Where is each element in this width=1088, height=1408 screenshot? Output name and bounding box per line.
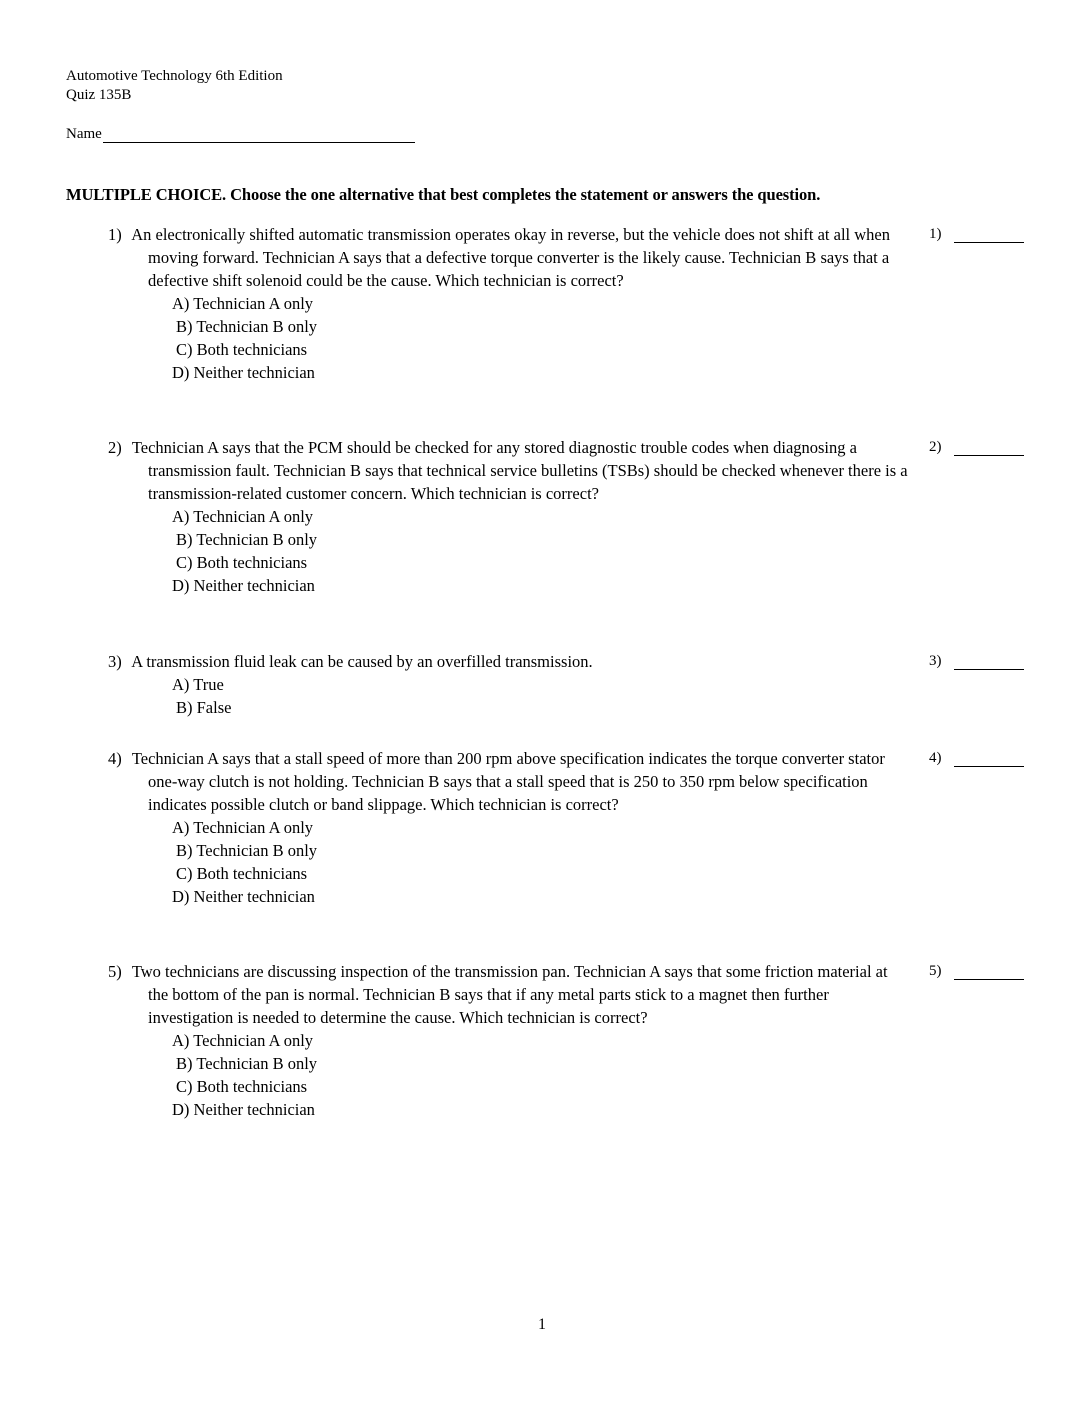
options-list <box>172 816 908 908</box>
option-b[interactable]: B) Technician B only <box>176 841 318 860</box>
answer-number: 5) <box>929 963 942 979</box>
option-d[interactable]: D) Neither technician <box>172 887 315 906</box>
question-stem: 2) Technician A says that the PCM should be checked for any stored diagnostic trouble codes when diagnosing a transmission fault. Technician B says that technical service bulletins (TSBs) should be checked whenever there is a transmission-related customer concern. Which technician is correct? <box>108 438 908 503</box>
answer-number: 1) <box>929 226 942 242</box>
question-text: A transmission fluid leak can be caused by an overfilled transmission. <box>131 652 593 671</box>
question-1 <box>108 223 908 384</box>
answer-number: 4) <box>929 750 942 766</box>
option-b[interactable]: B) Technician B only <box>176 1054 318 1073</box>
options-list <box>172 292 908 384</box>
option-c[interactable]: C) Both technicians <box>176 864 308 883</box>
name-field <box>66 125 415 143</box>
question-stem: 1) An electronically shifted automatic transmission operates okay in reverse, but the vehicle does not shift at all when moving forward. Technician A says that a defective torque converter is the likely cause. Technician B says that a defective shift solenoid could be the cause. Which technician is correct? <box>108 225 890 290</box>
answer-blank-line[interactable] <box>954 655 1024 670</box>
question-text: An electronically shifted automatic transmission operates okay in reverse, but the vehicle does not shift at all when moving forward. Technician A says that a defective torque converter is the likely cause. Technician B says that a defective shift solenoid could be the cause. Which technician is correct? <box>131 225 890 290</box>
instructions: MULTIPLE CHOICE. Choose the one alternative that best completes the statement or answers the question. <box>66 185 821 204</box>
answer-slot-4 <box>929 750 1024 767</box>
answer-slot-1 <box>929 226 1024 243</box>
answer-blank-line[interactable] <box>954 965 1024 980</box>
question-stem: 5) Two technicians are discussing inspection of the transmission pan. Technician A says that some friction material at the bottom of the pan is normal. Technician B says that if any metal parts stick to a magnet then further investigation is needed to determine the cause. Which technician is correct? <box>108 962 888 1027</box>
options-list <box>172 673 908 719</box>
question-3 <box>108 650 908 719</box>
answer-slot-3 <box>929 653 1024 670</box>
answer-slot-5 <box>929 963 1024 980</box>
question-text: Technician A says that a stall speed of more than 200 rpm above specification indicates the torque converter stator one-way clutch is not holding. Technician B says that a stall speed that is 250 to 350 rpm below specification indicates possible clutch or band slippage. Which technician is correct? <box>131 749 885 814</box>
option-a[interactable]: A) Technician A only <box>172 1031 314 1050</box>
answer-blank-line[interactable] <box>954 228 1024 243</box>
options-list <box>172 505 908 597</box>
answer-number: 3) <box>929 653 942 669</box>
option-a[interactable]: A) Technician A only <box>172 294 314 313</box>
option-d[interactable]: D) Neither technician <box>172 1100 315 1119</box>
answer-blank-line[interactable] <box>954 441 1024 456</box>
question-text: Two technicians are discussing inspection of the transmission pan. Technician A says that some friction material at the bottom of the pan is normal. Technician B says that if any metal parts stick to a magnet then further investigation is needed to determine the cause. Which technician is correct? <box>131 962 888 1027</box>
name-blank-line[interactable] <box>103 125 415 143</box>
answer-blank-line[interactable] <box>954 752 1024 767</box>
question-stem: 3) A transmission fluid leak can be caused by an overfilled transmission. <box>108 652 593 671</box>
question-4 <box>108 747 908 908</box>
page-number: 1 <box>538 1316 546 1333</box>
option-b[interactable]: B) Technician B only <box>176 317 318 336</box>
options-list <box>172 1029 908 1121</box>
book-title: Automotive Technology 6th Edition <box>66 68 283 84</box>
option-a[interactable]: A) True <box>172 675 224 694</box>
option-a[interactable]: A) Technician A only <box>172 818 314 837</box>
option-c[interactable]: C) Both technicians <box>176 1077 308 1096</box>
question-5 <box>108 960 908 1121</box>
option-b[interactable]: B) False <box>176 698 232 717</box>
option-b[interactable]: B) Technician B only <box>176 530 318 549</box>
option-c[interactable]: C) Both technicians <box>176 553 308 572</box>
option-d[interactable]: D) Neither technician <box>172 363 315 382</box>
question-text: Technician A says that the PCM should be checked for any stored diagnostic trouble codes when diagnosing a transmission fault. Technician B says that technical service bulletins (TSBs) should be checked whenever there is a transmission-related customer concern. Which technician is correct? <box>131 438 908 503</box>
option-a[interactable]: A) Technician A only <box>172 507 314 526</box>
question-stem: 4) Technician A says that a stall speed of more than 200 rpm above specification indicates the torque converter stator one-way clutch is not holding. Technician B says that a stall speed that is 250 to 350 rpm below specification indicates possible clutch or band slippage. Which technician is correct? <box>108 749 885 814</box>
quiz-title: Quiz 135B <box>66 87 132 103</box>
document-header <box>66 67 283 105</box>
question-2 <box>108 436 908 597</box>
option-d[interactable]: D) Neither technician <box>172 576 315 595</box>
name-label: Name <box>66 126 102 142</box>
option-c[interactable]: C) Both technicians <box>176 340 308 359</box>
answer-number: 2) <box>929 439 942 455</box>
answer-slot-2 <box>929 439 1024 456</box>
